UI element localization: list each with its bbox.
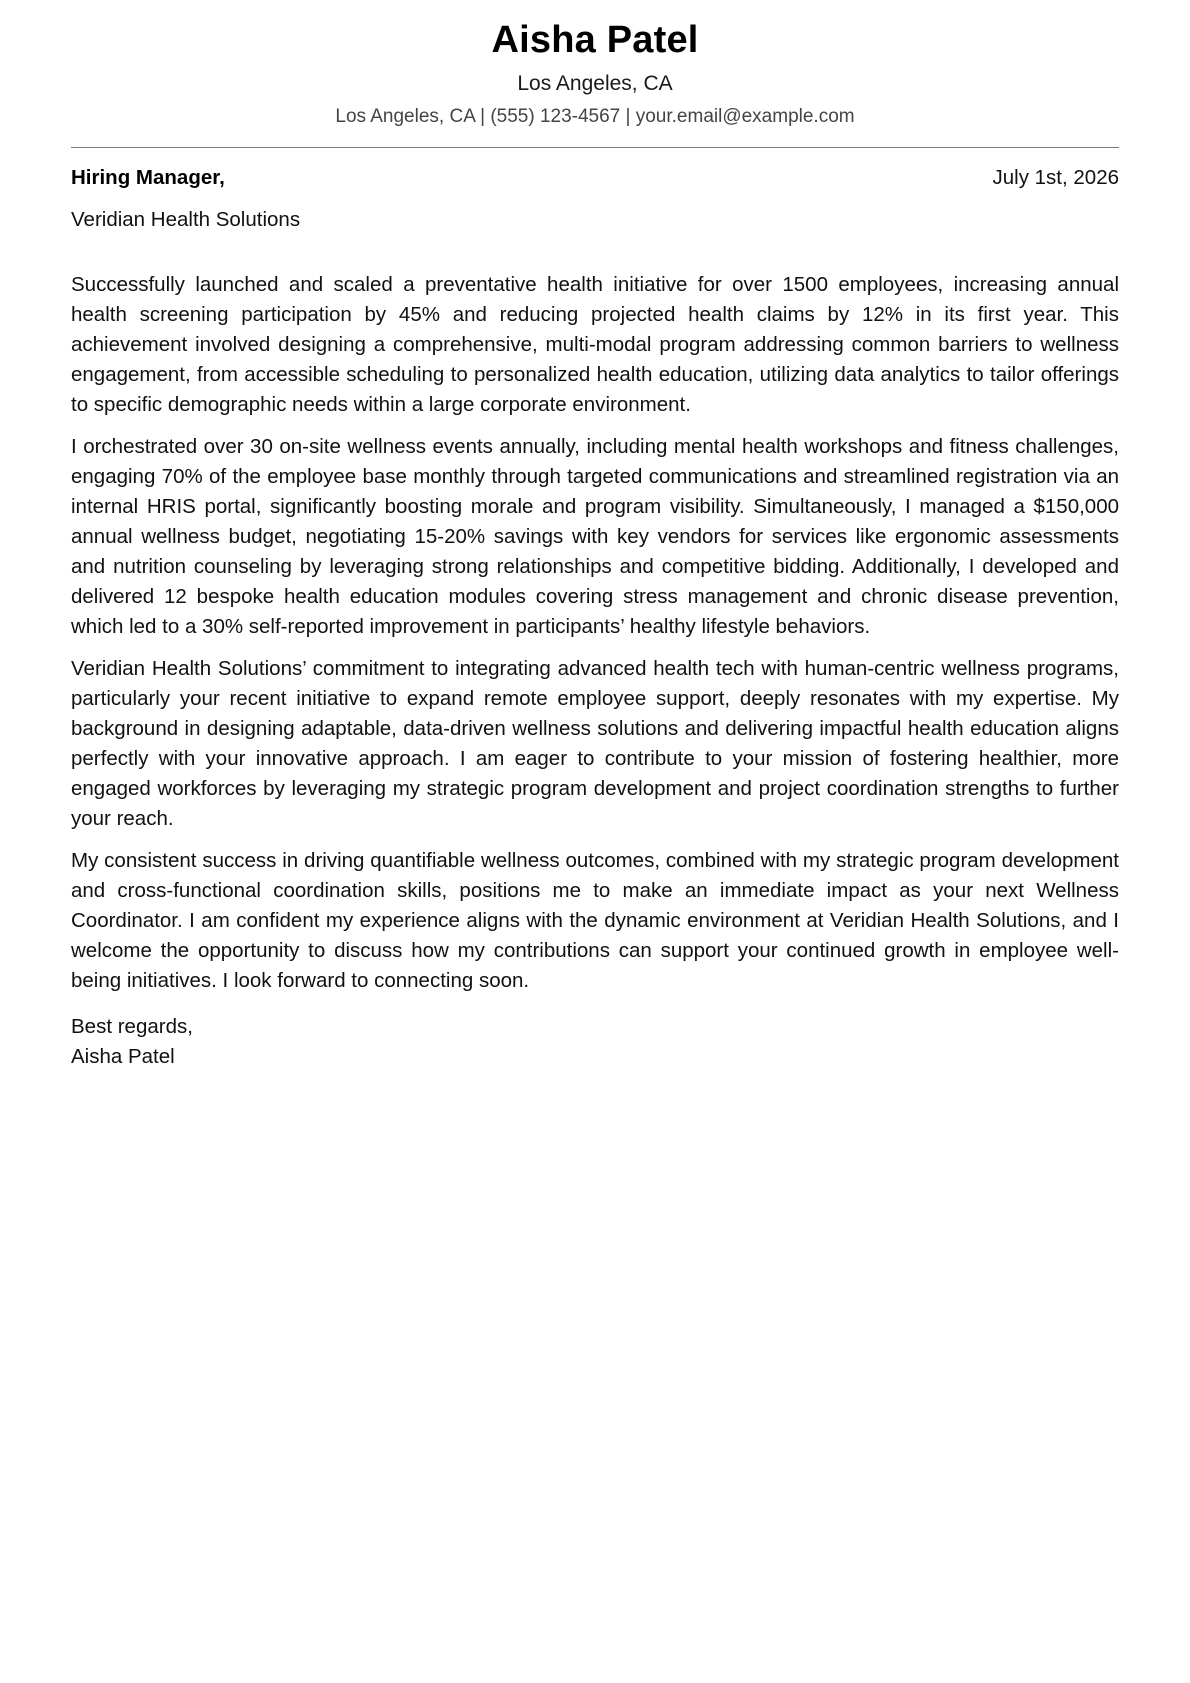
contact-info: Los Angeles, CA | (555) 123-4567 | your.email@example.com	[335, 106, 855, 127]
body-paragraph: My consistent success in driving quantifiable wellness outcomes, combined with my strategic program development and cross-functional coordination skills, positions me to make an immediate impact as your next Wellness Coordinator. I am confident my experience aligns with the dynamic environment at Veridian Health Solutions, and I welcome the opportunity to discuss how my contributions can support your continued growth in employee well-being initiatives. I look forward to connecting soon.	[71, 849, 1119, 992]
applicant-location: Los Angeles, CA	[517, 72, 673, 95]
applicant-name: Aisha Patel	[491, 19, 699, 61]
company-name: Veridian Health Solutions	[71, 208, 301, 231]
body-paragraph: Successfully launched and scaled a preventative health initiative for over 1500 employees, increasing annual health screening participation by 45% and reducing projected health claims by 12% in its first year. This achievement involved designing a comprehensive, multi-modal program addressing common barriers to wellness engagement, from accessible scheduling to personalized health education, utilizing data analytics to tailor offerings to specific demographic needs within a large corporate environment.	[71, 273, 1119, 416]
body-paragraph: Veridian Health Solutions’ commitment to integrating advanced health tech with human-centric wellness programs, particularly your recent initiative to expand remote employee support, deeply resonates with my expertise. My background in designing adaptable, data-driven wellness solutions and delivering impactful health education aligns perfectly with your innovative approach. I am eager to contribute to your mission of fostering healthier, more engaged workforces by leveraging my strategic program development and project coordination strengths to further your reach.	[71, 657, 1119, 830]
recipient-salutation: Hiring Manager,	[71, 166, 225, 189]
signature-name: Aisha Patel	[71, 1045, 175, 1068]
letter-date: July 1st, 2026	[992, 166, 1119, 189]
letter-closing	[71, 1012, 193, 1072]
body-paragraph: I orchestrated over 30 on-site wellness events annually, including mental health workshops and fitness challenges, engaging 70% of the employee base monthly through targeted communications and streamlined registration via an internal HRIS portal, significantly boosting morale and program visibility. Simultaneously, I managed a $150,000 annual wellness budget, negotiating 15-20% savings with key vendors for services like ergonomic assessments and nutrition counseling by leveraging strong relationships and competitive bidding. Additionally, I developed and delivered 12 bespoke health education modules covering stress management and chronic disease prevention, which led to a 30% self-reported improvement in participants’ healthy lifestyle behaviors.	[71, 435, 1119, 638]
letter-header	[71, 12, 1119, 130]
closing-phrase: Best regards,	[71, 1015, 193, 1038]
recipient-date-row	[71, 163, 1119, 193]
header-divider	[71, 147, 1119, 148]
letter-body	[71, 270, 1119, 1008]
